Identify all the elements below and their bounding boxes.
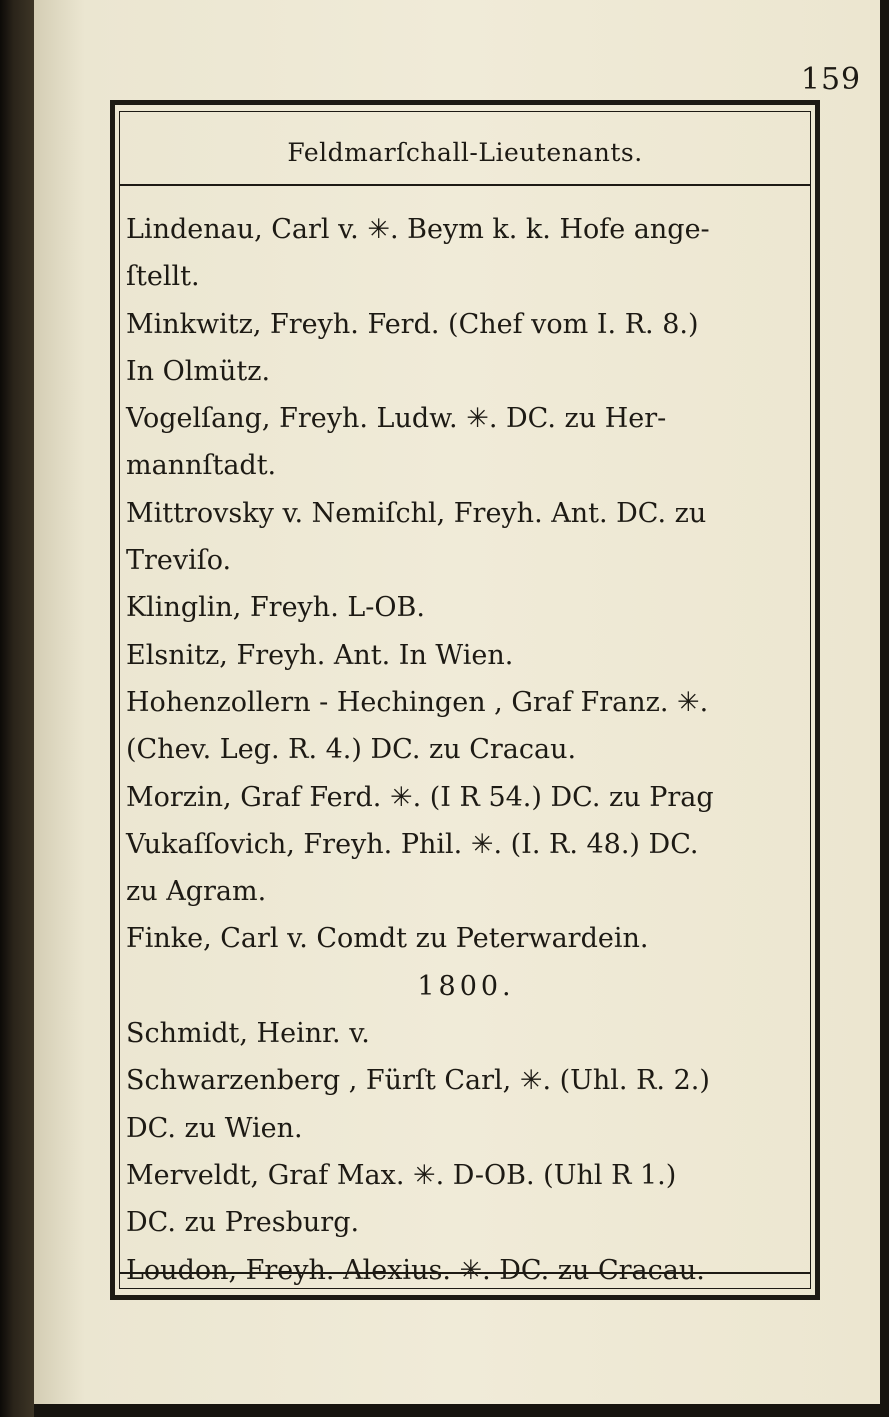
entry-line: Hohenzollern - Hechingen , Graf Franz. ✳.	[126, 686, 709, 718]
page-number: 159	[800, 62, 862, 97]
entry-line: Vukaſſovich, Freyh. Phil. ✳. (I. R. 48.) DC.	[126, 828, 699, 860]
register-frame	[110, 100, 820, 1300]
entry-line: mannſtadt.	[126, 450, 277, 482]
register-entry	[126, 395, 806, 490]
register-entry	[126, 490, 806, 585]
entry-line: (Chev. Leg. R. 4.) DC. zu Cracau.	[126, 734, 577, 766]
entry-line: DC. zu Wien.	[126, 1112, 303, 1144]
entry-line: Schwarzenberg , Fürſt Carl, ✳. (Uhl. R. 2.)	[126, 1065, 710, 1097]
entry-line: Vogelſang, Freyh. Ludw. ✳. DC. zu Her-	[126, 403, 667, 435]
entry-line: Loudon, Freyh. Alexius. ✳. DC. zu Cracau.	[126, 1254, 705, 1286]
register-entry	[126, 206, 806, 301]
entry-line: Treviſo.	[126, 545, 232, 577]
entry-line: Lindenau, Carl v. ✳. Beym k. k. Hofe ange-	[126, 214, 710, 245]
entry-line: DC. zu Presburg.	[126, 1207, 360, 1239]
entry-line: Klinglin, Freyh. L-OB.	[126, 592, 425, 624]
register-entry	[126, 821, 806, 916]
register-entry	[126, 774, 806, 821]
entries-after-year	[126, 1010, 806, 1294]
entry-list	[126, 206, 806, 1294]
entry-line: Schmidt, Heinr. v.	[126, 1018, 370, 1050]
register-entry	[126, 301, 806, 396]
entries-before-year	[126, 206, 806, 963]
register-entry	[126, 584, 806, 631]
register-entry	[126, 1247, 806, 1294]
section-heading: Feldmarſchall-Lieutenants.	[287, 138, 643, 167]
entry-line: Finke, Carl v. Comdt zu Peterwardein.	[126, 923, 649, 955]
year-marker: 1800.	[417, 970, 515, 1002]
entry-line: zu Agram.	[126, 876, 267, 908]
register-frame-inner	[119, 111, 811, 1289]
entry-line: Morzin, Graf Ferd. ✳. (I R 54.) DC. zu Prag	[126, 781, 714, 813]
register-entry	[126, 1152, 806, 1247]
register-entry	[126, 679, 806, 774]
entry-line: Mittrovsky v. Nemiſchl, Freyh. Ant. DC. zu	[126, 497, 707, 529]
entry-line: Minkwitz, Freyh. Ferd. (Chef vom I. R. 8.)	[126, 308, 699, 340]
register-entry	[126, 915, 806, 962]
heading-rule	[120, 184, 810, 186]
register-entry	[126, 632, 806, 679]
register-entry	[126, 1057, 806, 1152]
entry-line: ſtellt.	[126, 261, 200, 293]
bottom-rule	[120, 1272, 810, 1274]
entry-line: In Olmütz.	[126, 355, 271, 387]
register-entry	[126, 1010, 806, 1057]
book-spine-shadow	[0, 0, 34, 1417]
entry-line: Elsnitz, Freyh. Ant. In Wien.	[126, 639, 514, 671]
entry-line: Merveldt, Graf Max. ✳. D-OB. (Uhl R 1.)	[126, 1159, 677, 1191]
